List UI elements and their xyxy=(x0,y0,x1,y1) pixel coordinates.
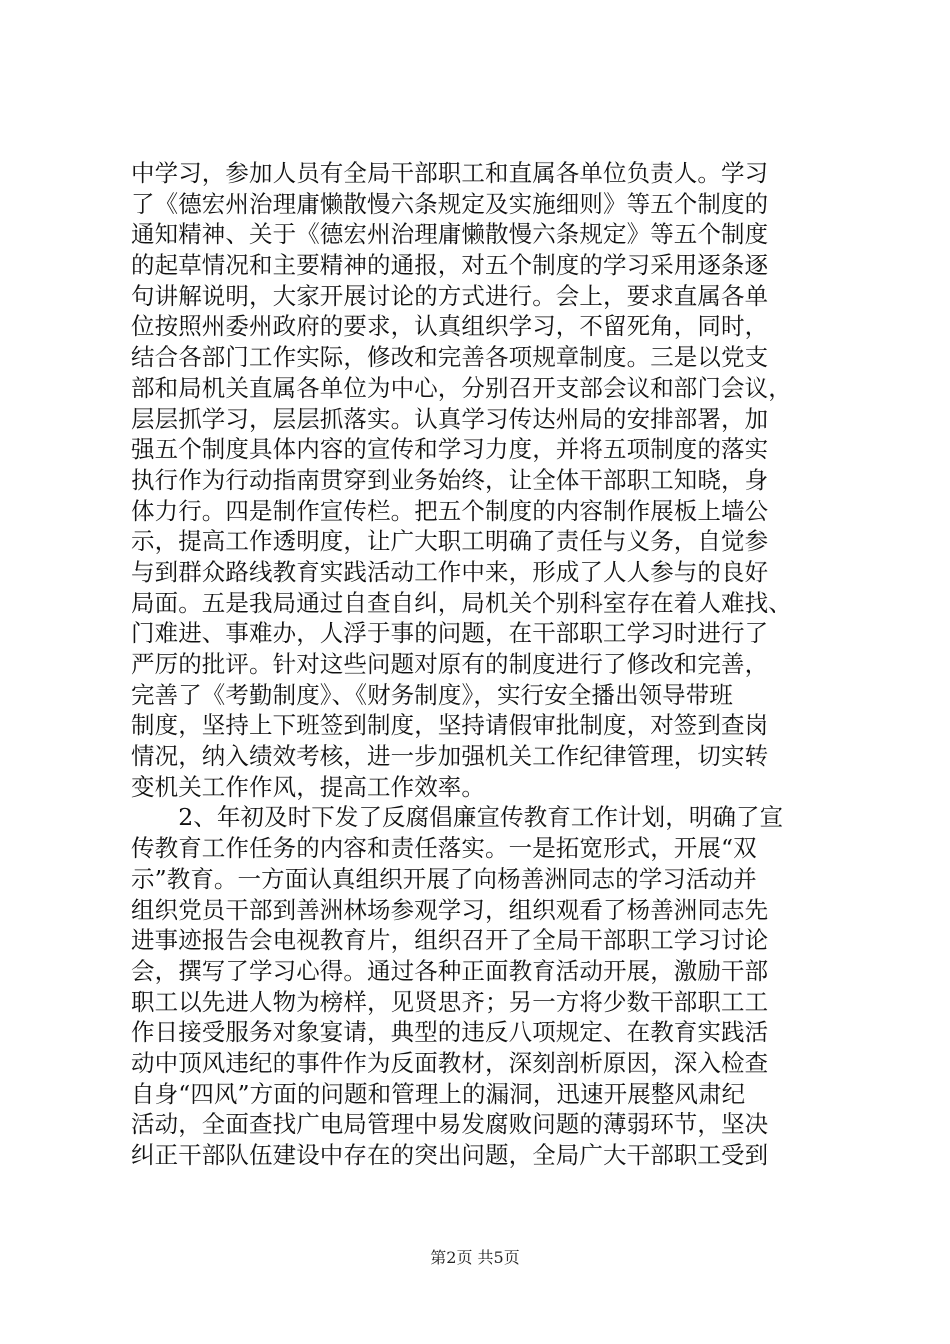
text-line: 纠正干部队伍建设中存在的突出问题，全局广大干部职工受到 xyxy=(131,1141,769,1169)
text-line: 完善了《考勤制度》、《财务制度》，实行安全播出领导带班 xyxy=(131,680,733,709)
text-line: 结合各部门工作实际，修改和完善各项规章制度。三是以党支 xyxy=(131,343,769,372)
text-line: 作日接受服务对象宴请，典型的违反八项规定、在教育实践活 xyxy=(131,1018,769,1047)
text-line: 层层抓学习，层层抓落实。认真学习传达州局的安排部署，加 xyxy=(131,404,769,433)
text-line: 体力行。四是制作宣传栏。把五个制度的内容制作展板上墙公 xyxy=(131,496,769,525)
text-line: 动中顶风违纪的事件作为反面教材，深刻剖析原因，深入检查 xyxy=(131,1048,769,1077)
text-line: 句讲解说明，大家开展讨论的方式进行。会上，要求直属各单 xyxy=(131,281,769,310)
text-line: 2、年初及时下发了反腐倡廉宣传教育工作计划，明确了宣 xyxy=(131,803,784,832)
text-line: 通知精神、关于《德宏州治理庸懒散慢六条规定》等五个制度 xyxy=(131,220,769,249)
text-line: 情况，纳入绩效考核，进一步加强机关工作纪律管理，切实转 xyxy=(131,742,769,771)
text-line: 执行作为行动指南贯穿到业务始终，让全体干部职工知晓，身 xyxy=(131,465,769,494)
text-line: 传教育工作任务的内容和责任落实。一是拓宽形式，开展“双 xyxy=(131,834,757,863)
text-line: 强五个制度具体内容的宣传和学习力度，并将五项制度的落实 xyxy=(131,435,769,464)
text-line: 门难进、事难办，人浮于事的问题，在干部职工学习时进行了 xyxy=(131,619,769,648)
page-footer xyxy=(0,1245,950,1268)
document-body xyxy=(131,158,831,1171)
text-line: 部和局机关直属各单位为中心，分别召开支部会议和部门会议， xyxy=(131,373,792,402)
text-line: 位按照州委州政府的要求，认真组织学习，不留死角，同时， xyxy=(131,312,769,341)
text-line: 自身“四风”方面的问题和管理上的漏洞，迅速开展整风肃纪 xyxy=(131,1079,746,1108)
text-line: 会，撰写了学习心得。通过各种正面教育活动开展，激励干部 xyxy=(131,956,769,985)
text-line: 局面。五是我局通过自查自纠，局机关个别科室存在着人难找、 xyxy=(131,588,792,617)
text-line: 变机关工作作风，提高工作效率。 xyxy=(131,772,485,801)
text-line: 中学习，参加人员有全局干部职工和直属各单位负责人。学习 xyxy=(131,159,769,187)
text-line: 了《德宏州治理庸懒散慢六条规定及实施细则》等五个制度的 xyxy=(131,189,769,218)
text-line: 严厉的批评。针对这些问题对原有的制度进行了修改和完善， xyxy=(131,650,769,678)
text-line: 进事迹报告会电视教育片，组织召开了全局干部职工学习讨论 xyxy=(131,926,769,955)
text-line: 与到群众路线教育实践活动工作中来，形成了人人参与的良好 xyxy=(131,557,769,586)
text-line: 活动，全面查找广电局管理中易发腐败问题的薄弱环节，坚决 xyxy=(131,1110,769,1139)
text-line: 示”教育。一方面认真组织开展了向杨善洲同志的学习活动并 xyxy=(131,864,757,893)
page-number: 第2页 共5页 xyxy=(430,1248,520,1267)
text-line: 职工以先进人物为榜样，见贤思齐；另一方将少数干部职工工 xyxy=(131,987,769,1016)
text-line: 示，提高工作透明度，让广大职工明确了责任与义务，自觉参 xyxy=(131,527,769,556)
text-line: 组织党员干部到善洲林场参观学习，组织观看了杨善洲同志先 xyxy=(131,895,769,924)
text-line: 制度，坚持上下班签到制度，坚持请假审批制度，对签到查岗 xyxy=(131,711,769,740)
text-line: 的起草情况和主要精神的通报，对五个制度的学习采用逐条逐 xyxy=(131,251,769,280)
